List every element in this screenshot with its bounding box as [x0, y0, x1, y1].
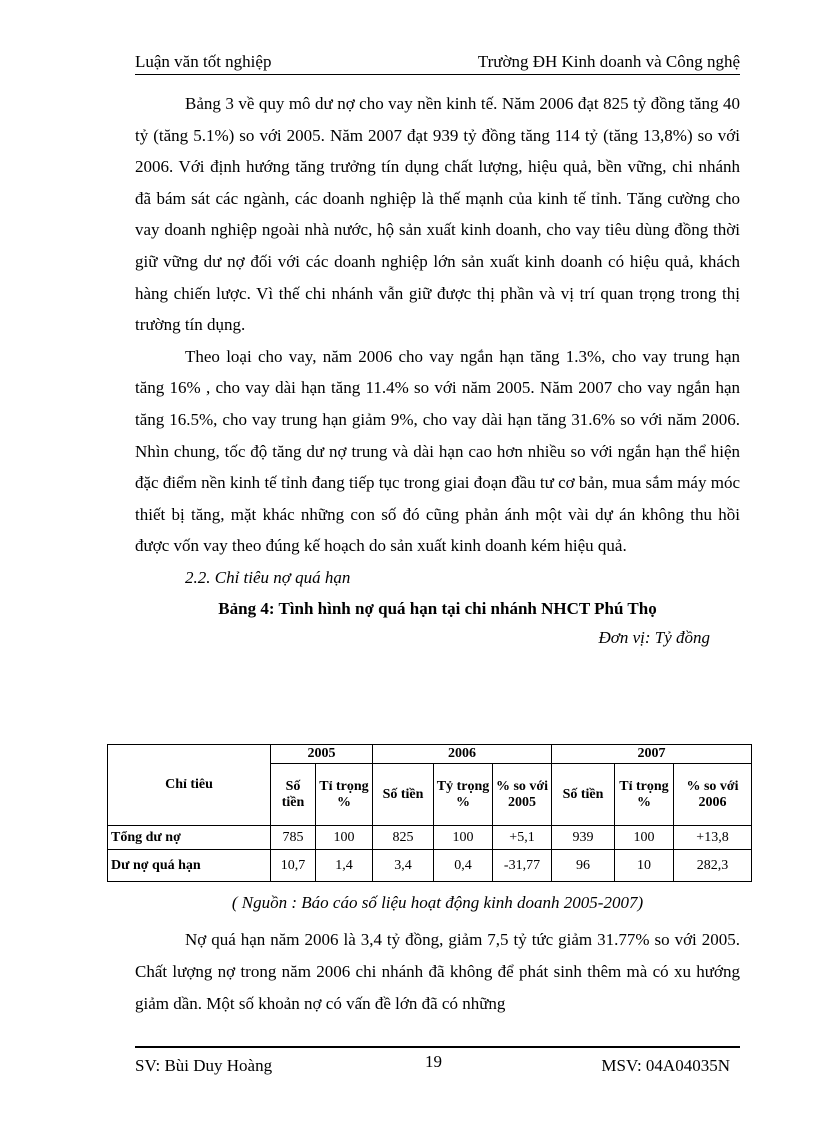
- table-cell: 1,4: [316, 850, 373, 882]
- table-row: [108, 850, 752, 882]
- paragraph-1: Bảng 3 về quy mô dư nợ cho vay nền kinh tế. Năm 2006 đạt 825 tỷ đồng tăng 40 tỷ (tăng 5.1%) so với 2005. Năm 2007 đạt 939 tỷ đồng tăng 114 tỷ (tăng 13,8%) so với 2006. Với định hướng tăng trưởng tín dụng chất lượng, hiệu quả, bền vững, chi nhánh đã bám sát các ngành, các doanh nghiệp là thế mạnh của kinh tế tỉnh. Tăng cường cho vay doanh nghiệp ngoài nhà nước, hộ sản xuất kinh doanh, cho vay tiêu dùng đồng thời giữ vững dư nợ đối với các doanh nghiệp lớn sản xuất kinh doanh có hiệu quả, khách hàng chiến lược. Vì thế chi nhánh vẫn giữ được thị phần và vị trí quan trọng trong thị trường tín dụng.: [135, 94, 740, 335]
- sub-header: % so với 2006: [674, 764, 752, 826]
- table-cell: -31,77: [493, 850, 552, 882]
- table-cell: +13,8: [674, 826, 752, 850]
- table-cell: 100: [316, 826, 373, 850]
- table-source: ( Nguồn : Báo cáo số liệu hoạt động kinh doanh 2005-2007): [231, 893, 644, 912]
- table-cell: 100: [615, 826, 674, 850]
- sub-header: Số tiền: [373, 764, 434, 826]
- sub-header: Tỉ trọng %: [316, 764, 373, 826]
- row-label: Tổng dư nợ: [108, 826, 271, 850]
- table-cell: 3,4: [373, 850, 434, 882]
- header-left: Luận văn tốt nghiệp: [135, 52, 272, 71]
- table-cell: 10: [615, 850, 674, 882]
- sub-header: Số tiền: [271, 764, 316, 826]
- sub-header: Tỷ trọng %: [434, 764, 493, 826]
- row-label: Dư nợ quá hạn: [108, 850, 271, 882]
- page-number: 19: [425, 1052, 442, 1071]
- table-cell: +5,1: [493, 826, 552, 850]
- table-caption: Bảng 4: Tình hình nợ quá hạn tại chi nhánh NHCT Phú Thọ: [218, 598, 657, 618]
- table-cell: 282,3: [674, 850, 752, 882]
- section-title: 2.2. Chỉ tiêu nợ quá hạn: [185, 567, 351, 587]
- page-header: [135, 50, 740, 75]
- sub-header: Tỉ trọng %: [615, 764, 674, 826]
- table-row: [108, 826, 752, 850]
- table-cell: 825: [373, 826, 434, 850]
- paragraph-2: Theo loại cho vay, năm 2006 cho vay ngắn hạn tăng 1.3%, cho vay trung hạn tăng 16% , cho vay dài hạn tăng 11.4% so với năm 2005. Năm 2007 cho vay ngắn hạn tăng 16.5%, cho vay trung hạn giảm 9%, cho vay dài hạn tăng 31.6% so với năm 2006. Nhìn chung, tốc độ tăng dư nợ trung và dài hạn cao hơn nhiều so với ngắn hạn thể hiện đặc điểm nền kinh tế tỉnh đang tiếp tục trong giai đoạn đầu tư cơ bản, mua sắm máy móc thiết bị tăng, mặt khác những con số đó cũng phản ánh một vài dự án không thu hồi được vốn vay theo đúng kế hoạch do sản xuất kinh doanh kém hiệu quả.: [135, 346, 740, 556]
- paragraph-3: Nợ quá hạn năm 2006 là 3,4 tỷ đồng, giảm 7,5 tỷ tức giảm 31.77% so với 2005. Chất lượng nợ trong năm 2006 chi nhánh đã không để phát sinh thêm mà có xu hướng giảm dần. Một số khoản nợ có vấn đề lớn đã có những: [135, 930, 740, 1013]
- corner-header: Chỉ tiêu: [108, 745, 271, 826]
- table-cell: 785: [271, 826, 316, 850]
- year-header: 2006: [373, 745, 552, 764]
- table-cell: 939: [552, 826, 615, 850]
- sub-header: % so với 2005: [493, 764, 552, 826]
- table-cell: 0,4: [434, 850, 493, 882]
- footer-student-id: MSV: 04A04035N: [601, 1056, 730, 1075]
- header-right: Trường ĐH Kinh doanh và Công nghệ: [477, 52, 740, 71]
- overdue-debt-table: [107, 744, 752, 882]
- page-footer: [135, 1046, 740, 1082]
- sub-header: Số tiền: [552, 764, 615, 826]
- body-text-continued: [135, 924, 740, 1020]
- table-unit: Đơn vị: Tỷ đồng: [598, 627, 710, 647]
- table-cell: 10,7: [271, 850, 316, 882]
- table-cell: 100: [434, 826, 493, 850]
- year-header: 2005: [271, 745, 373, 764]
- body-text: [135, 88, 740, 652]
- footer-student: SV: Bùi Duy Hoàng: [135, 1056, 273, 1075]
- table-cell: 96: [552, 850, 615, 882]
- year-header: 2007: [552, 745, 752, 764]
